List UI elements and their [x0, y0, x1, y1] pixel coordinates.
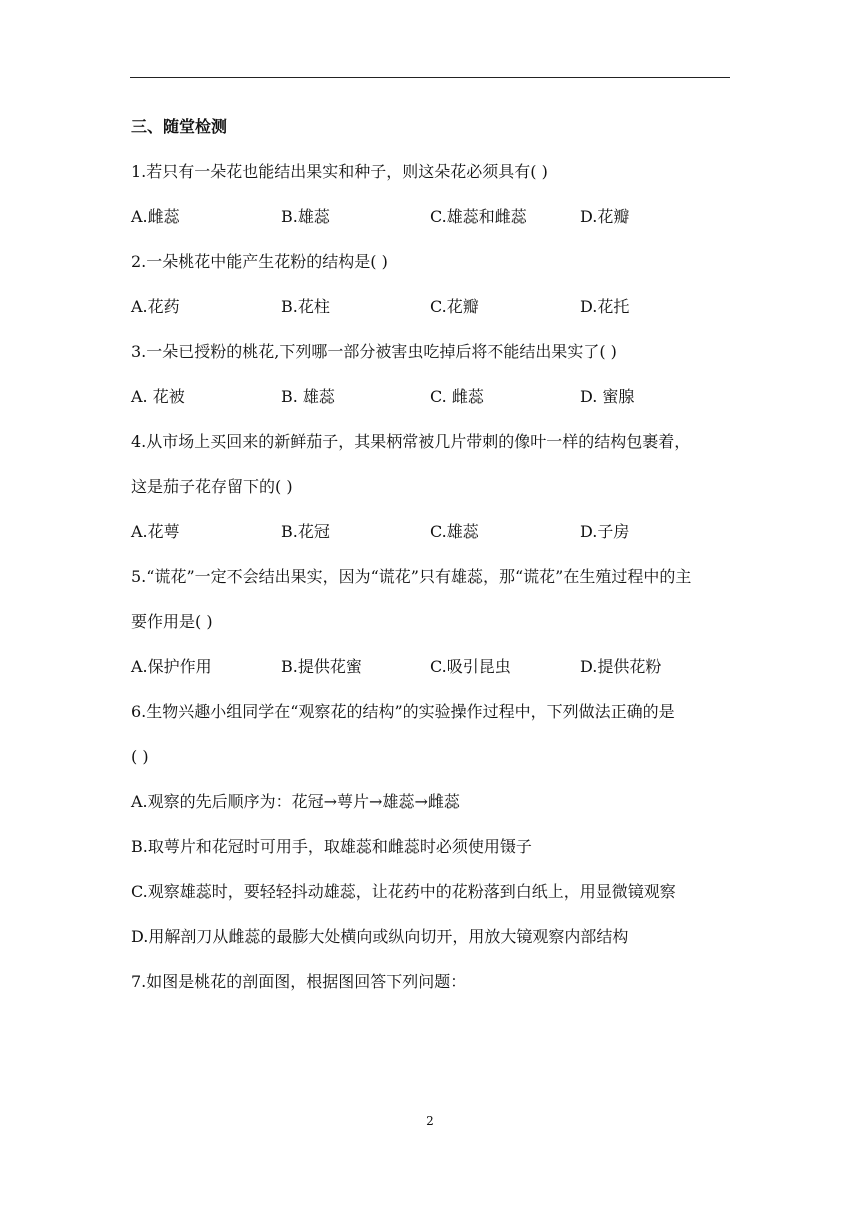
option-c: C.雄蕊和雌蕊: [430, 207, 527, 226]
option-b: B. 雄蕊: [281, 387, 335, 406]
option-c: C. 雌蕊: [430, 387, 484, 406]
option-d: D.提供花粉: [580, 657, 662, 676]
page-number: 2: [426, 1114, 434, 1128]
option-d: D.花托: [580, 297, 630, 316]
option-d: D. 蜜腺: [580, 387, 635, 406]
question-6-option-d: D.用解剖刀从雌蕊的最膨大处横向或纵向切开，用放大镜观察内部结构: [131, 927, 629, 946]
question-7-stem: 7.如图是桃花的剖面图，根据图回答下列问题：: [131, 972, 467, 991]
question-5-stem-line-1: 5.“谎花”一定不会结出果实，因为“谎花”只有雄蕊，那“谎花”在生殖过程中的主: [131, 567, 692, 586]
option-a: A. 花被: [131, 387, 185, 406]
question-6-option-b: B.取萼片和花冠时可用手，取雄蕊和雌蕊时必须使用镊子: [131, 837, 532, 856]
question-6-option-a: A.观察的先后顺序为：花冠→萼片→雄蕊→雌蕊: [131, 792, 460, 811]
question-1-stem: 1.若只有一朵花也能结出果实和种子，则这朵花必须具有( ): [131, 162, 548, 181]
section-title: 三、随堂检测: [131, 117, 228, 136]
question-6-stem-line-2: ( ): [131, 747, 149, 766]
option-c: C.吸引昆虫: [430, 657, 511, 676]
option-c: C.雄蕊: [430, 522, 479, 541]
question-4-stem-line-2: 这是茄子花存留下的( ): [131, 477, 293, 496]
option-b: B.雄蕊: [281, 207, 330, 226]
question-3-stem: 3.一朵已授粉的桃花,下列哪一部分被害虫吃掉后将不能结出果实了( ): [131, 342, 617, 361]
option-b: B.花柱: [281, 297, 330, 316]
question-6-stem-line-1: 6.生物兴趣小组同学在“观察花的结构”的实验操作过程中，下列做法正确的是: [131, 702, 675, 721]
question-6-option-c: C.观察雄蕊时，要轻轻抖动雄蕊，让花药中的花粉落到白纸上，用显微镜观察: [131, 882, 676, 901]
question-4-stem-line-1: 4.从市场上买回来的新鲜茄子，其果柄常被几片带刺的像叶一样的结构包裹着，: [131, 432, 691, 451]
option-a: A.花萼: [131, 522, 180, 541]
header-rule: [130, 77, 730, 78]
option-c: C.花瓣: [430, 297, 479, 316]
option-d: D.花瓣: [580, 207, 630, 226]
option-a: A.保护作用: [131, 657, 212, 676]
option-a: A.花药: [131, 297, 180, 316]
option-b: B.提供花蜜: [281, 657, 362, 676]
option-b: B.花冠: [281, 522, 330, 541]
question-2-stem: 2.一朵桃花中能产生花粉的结构是( ): [131, 252, 388, 271]
option-a: A.雌蕊: [131, 207, 180, 226]
option-d: D.子房: [580, 522, 630, 541]
question-5-stem-line-2: 要作用是( ): [131, 612, 213, 631]
